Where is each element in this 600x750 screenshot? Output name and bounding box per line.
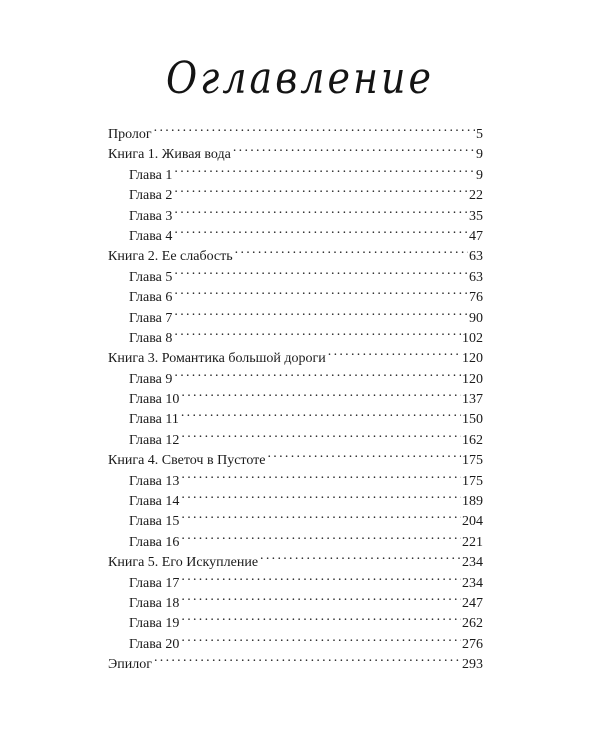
dot-leader (181, 465, 461, 485)
toc-entry-page-number: 137 (462, 392, 483, 408)
toc-entry-page-number: 47 (469, 228, 483, 244)
toc-entry-page-number: 120 (462, 351, 483, 367)
toc-entry-page-number: 221 (462, 534, 483, 550)
toc-section-entry (108, 648, 483, 673)
dot-leader (174, 363, 461, 383)
toc-entry-page-number: 276 (462, 636, 483, 652)
dot-leader (154, 648, 461, 668)
dot-leader (174, 220, 468, 240)
dot-leader (174, 159, 475, 179)
toc-entry-page-number: 90 (469, 310, 483, 326)
toc-entry-page-number: 120 (462, 371, 483, 387)
dot-leader (235, 240, 468, 260)
toc-entry-label: Эпилог (108, 657, 152, 673)
dot-leader (233, 138, 475, 158)
dot-leader (174, 200, 468, 220)
toc-entry-label: Книга 2. Ее слабость (108, 249, 233, 265)
toc-entry-page-number: 247 (462, 595, 483, 611)
toc-entry-page-number: 162 (462, 432, 483, 448)
toc-entry-page-number: 150 (462, 412, 483, 428)
toc-entry-page-number: 22 (469, 188, 483, 204)
toc-entry-page-number: 293 (462, 657, 483, 673)
dot-leader (174, 322, 461, 342)
toc-entry-label: Глава 7 (129, 310, 173, 326)
toc-entry-label: Пролог (108, 127, 152, 142)
toc-entry-page-number: 262 (462, 616, 483, 632)
toc-section-entry (108, 138, 483, 163)
dot-leader (181, 607, 461, 627)
toc-entry-label: Книга 1. Живая вода (108, 147, 231, 163)
toc-entry-page-number: 189 (462, 494, 483, 510)
toc-section-entry (108, 118, 483, 142)
toc-entry-label: Глава 17 (129, 575, 180, 591)
page-title: Оглавление (165, 52, 434, 104)
dot-leader (328, 342, 461, 362)
toc-entry-page-number: 175 (462, 473, 483, 489)
dot-leader (181, 628, 461, 648)
dot-leader (174, 261, 468, 281)
toc-entry-page-number: 63 (469, 269, 483, 285)
toc-entry-label: Глава 18 (129, 595, 180, 611)
toc-entry-page-number: 175 (462, 453, 483, 469)
toc-entry-label: Глава 3 (129, 208, 173, 224)
toc-entry-label: Глава 15 (129, 514, 180, 530)
dot-leader (181, 383, 461, 403)
toc-entry-page-number: 5 (476, 127, 483, 142)
toc-entry-label: Глава 20 (129, 636, 180, 652)
toc-entry-page-number: 234 (462, 575, 483, 591)
dot-leader (181, 403, 461, 423)
dot-leader (174, 281, 468, 301)
dot-leader (181, 567, 461, 587)
dot-leader (174, 179, 468, 199)
toc-entry-label: Глава 10 (129, 392, 180, 408)
dot-leader (268, 444, 462, 464)
toc-entry-page-number: 204 (462, 514, 483, 530)
dot-leader (181, 587, 461, 607)
toc-entry-page-number: 63 (469, 249, 483, 265)
toc-entry-label: Глава 8 (129, 330, 173, 346)
table-of-contents (108, 118, 483, 673)
toc-entry-label: Книга 4. Светоч в Пустоте (108, 453, 266, 469)
toc-entry-label: Глава 2 (129, 188, 173, 204)
dot-leader (174, 302, 468, 322)
toc-entry-label: Глава 5 (129, 269, 173, 285)
toc-entry-label: Книга 5. Его Искупление (108, 555, 259, 571)
toc-entry-label: Книга 3. Романтика большой дороги (108, 351, 326, 367)
toc-entry-label: Глава 11 (129, 412, 179, 428)
toc-entry-label: Глава 19 (129, 616, 180, 632)
toc-entry-label: Глава 6 (129, 290, 173, 306)
toc-entry-label: Глава 13 (129, 473, 180, 489)
toc-entry-page-number: 234 (462, 555, 483, 571)
dot-leader (181, 505, 461, 525)
toc-entry-label: Глава 9 (129, 371, 173, 387)
toc-entry-page-number: 76 (469, 290, 483, 306)
dot-leader (181, 485, 461, 505)
toc-entry-page-number: 102 (462, 330, 483, 346)
dot-leader (260, 546, 461, 566)
toc-entry-label: Глава 14 (129, 494, 180, 510)
dot-leader (181, 424, 461, 444)
toc-entry-page-number: 9 (476, 147, 483, 163)
toc-entry-label: Глава 16 (129, 534, 180, 550)
dot-leader (154, 118, 475, 138)
toc-entry-page-number: 9 (476, 167, 483, 183)
toc-entry-label: Глава 4 (129, 228, 173, 244)
toc-entry-label: Глава 1 (129, 167, 173, 183)
toc-entry-page-number: 35 (469, 208, 483, 224)
dot-leader (181, 526, 461, 546)
toc-entry-label: Глава 12 (129, 432, 180, 448)
